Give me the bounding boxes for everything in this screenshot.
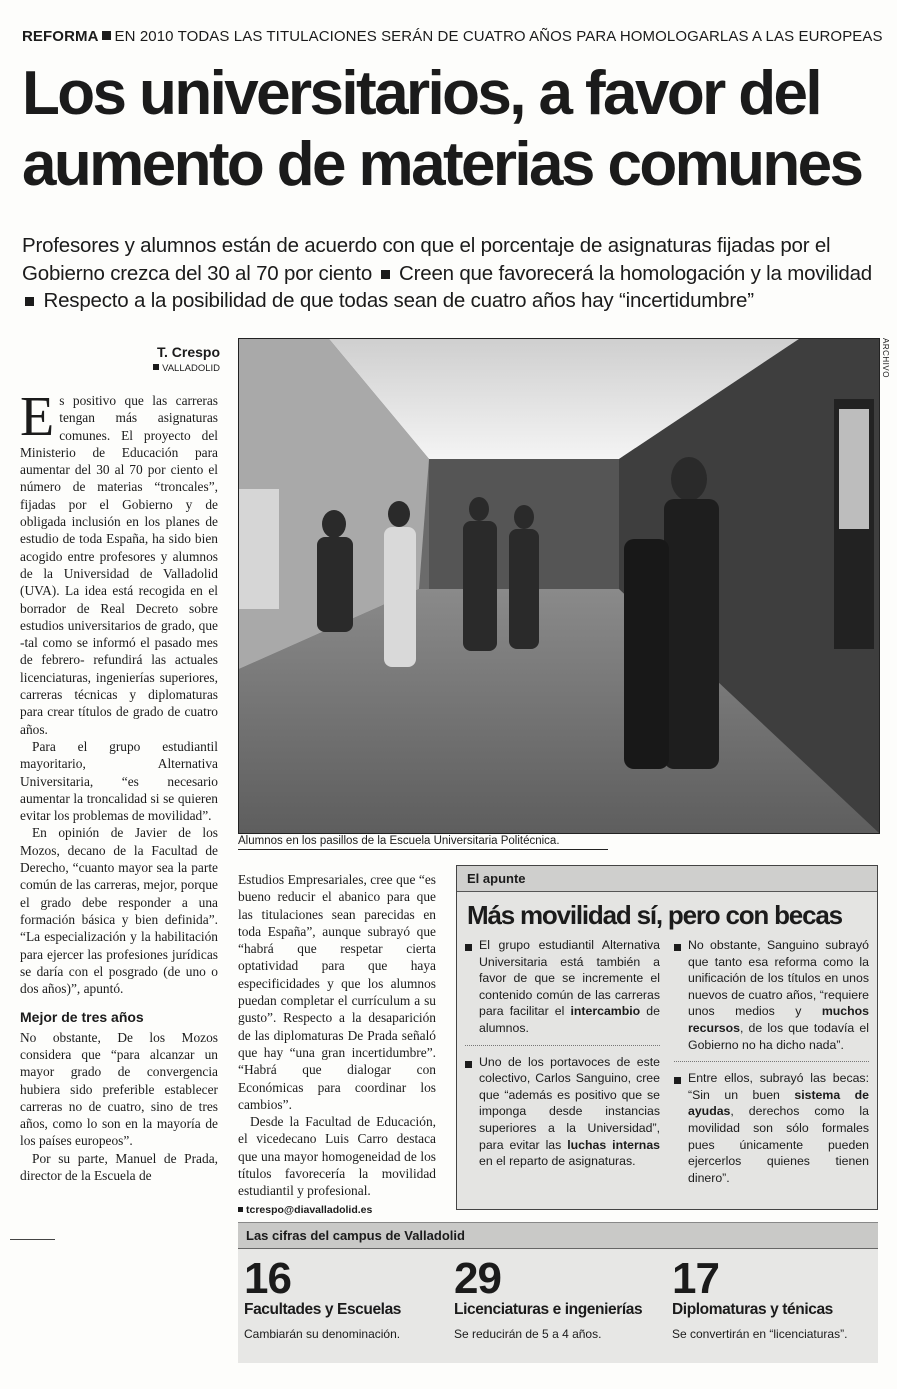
headline: Los universitarios, a favor del aumento de materias comunes: [22, 59, 862, 199]
byline: [153, 344, 220, 374]
sidebar-label: El apunte: [457, 866, 877, 892]
square-bullet-icon: [238, 1207, 243, 1212]
kicker-text: EN 2010 TODAS LAS TITULACIONES SERÁN DE CUATRO AÑOS PARA HOMOLOGARLAS A LAS EUROPEAS: [114, 28, 883, 45]
bullet-text: El grupo estudiantil Alternativa Universitaria está también a favor de que se incremente el contenido común de las carreras para facilitar el: [479, 938, 660, 1019]
deck-part-1: Profesores y alumnos están de acuerdo con que el porcentaje de asignaturas fijadas por el Gobierno crezca del 30 al 70 por ciento: [22, 234, 831, 285]
article-paragraph: Desde la Facultad de Educación, el vicedecano Luis Carro destaca que una mayor homogeneidad de los títulos favorecería la movilidad estudiantil y profesional.: [238, 1114, 436, 1199]
bullet-bold: muchos recursos: [688, 1004, 869, 1035]
byline-place: [153, 363, 220, 374]
stats-strip: [238, 1222, 878, 1363]
corridor-photo: [238, 338, 880, 834]
photo-caption: Alumnos en los pasillos de la Escuela Universitaria Politécnica.: [238, 835, 608, 850]
stat-number: 16: [244, 1254, 291, 1303]
stats-title: Las cifras del campus de Valladolid: [238, 1223, 878, 1249]
stat-item: [244, 1254, 402, 1341]
bullet-text: , de los que todavía el Gobierno no ha dicho nada”.: [688, 1020, 869, 1052]
square-bullet-icon: [102, 31, 111, 40]
stat-note: Cambiarán su denominación.: [244, 1327, 401, 1341]
bullet-bold: luchas internas: [567, 1137, 660, 1152]
stat-item: [672, 1254, 848, 1341]
byline-author: T. Crespo: [156, 344, 220, 360]
article-paragraph: Estudios Empresariales, cree que “es bueno reducir el abanico para que las titulaciones sean parecidas en toda España”, aunque subrayó que “habrá que respetar cierta optatividad para que haya especificidades y que los alumnos puedan completar el currículum a su gusto”. Respecto a la desaparición de las diplomaturas De Prada señaló que hay “una gran incertidumbre”. “Habrá que dialogar con Económicas para coordinar los cambios”.: [238, 872, 436, 1112]
sidebar-bullet: [465, 937, 660, 1046]
sidebar-columns: [457, 937, 877, 1202]
byline-place-text: VALLADOLID: [162, 363, 220, 374]
bullet-bold: sistema de ayudas: [688, 1087, 869, 1119]
sidebar-column-left: [465, 937, 660, 1202]
stat-label: Licenciaturas e ingenierías: [454, 1301, 643, 1318]
article-paragraph: No obstante, De los Mozos considera que “para alcanzar un mayor grado de convergencia hubiera sido preferible establecer carreras no de cuatro, sino de tres años, como lo son en la mayoría de los países europeos”.: [20, 1029, 218, 1149]
sidebar-bullet: [465, 1054, 660, 1178]
article-column-2: [238, 871, 436, 1219]
sidebar-bullet: [674, 1070, 869, 1194]
article-column-1: [20, 386, 218, 1184]
stat-number: 29: [454, 1254, 501, 1303]
square-bullet-icon: [153, 364, 159, 370]
deck-part-3: Respecto a la posibilidad de que todas sean de cuatro años hay “incertidumbre”: [43, 289, 754, 312]
divider: [10, 1239, 55, 1240]
author-email: [238, 1202, 436, 1219]
article-paragraph: [20, 386, 218, 738]
sidebar-title: Más movilidad sí, pero con becas: [467, 900, 842, 930]
deck-part-2: Creen que favorecerá la homologación y la movilidad: [399, 261, 872, 285]
bullet-text: en el reparto de asignaturas.: [479, 1154, 636, 1169]
bullet-text: Entre ellos, subrayó las becas: “Sin un buen: [688, 1071, 869, 1102]
article-paragraph: Para el grupo estudiantil mayoritario, Alternativa Universitaria, “es necesario aumentar la troncalidad si se quieren evitar los problemas de movilidad”.: [20, 738, 218, 824]
kicker-section: REFORMA: [22, 28, 99, 45]
stat-item: [454, 1254, 643, 1341]
article-paragraph: En opinión de Javier de los Mozos, decano de la Facultad de Derecho, “cuanto mayor sea la parte común de las carreras, mejor, porque el grado debe responder a una formación básica y bien definida”. “La especialización y la habilitación para ejercer las profesiones jurídicas se daría con el posgrado (de uno o dos años)”, apuntó.: [20, 825, 218, 997]
article-text: s positivo que las carreras tengan más asignaturas comunes. El proyecto del Ministerio de Educación para aumentar del 30 al 70 por ciento el número de materias “troncales”, fijadas por el Gobierno y de obligada inclusión en los planes de estudio de toda España, ha sido bien acogido entre profesores y alumnos de la Universidad de Valladolid (UVA). La idea está recogida en el borrador de Real Decreto sobre estudios universitarios de grado, que -tal como se informó el pasado mes de febrero- refundirá las actuales licenciaturas, ingenierías superiores, carreras técnicas y diplomaturas para crear títulos de grado de cuatro años.: [20, 393, 218, 737]
photo-credit: ARCHIVO: [881, 338, 890, 378]
deck: [22, 232, 882, 315]
bullet-text: de alumnos.: [479, 1004, 660, 1035]
stat-note: Se reducirán de 5 a 4 años.: [454, 1327, 602, 1341]
kicker: [22, 28, 882, 45]
bullet-bold: intercambio: [570, 1004, 641, 1019]
article-subhead: Mejor de tres años: [20, 1009, 144, 1026]
article-paragraph: Por su parte, Manuel de Prada, director de la Escuela de: [20, 1150, 218, 1184]
bullet-text: Uno de los portavoces de este colectivo, Carlos Sanguino, cree que “además es positivo que se imponga desde instancias superiores a la Universidad”, para evitar las: [479, 1054, 660, 1152]
sidebar-box: [456, 865, 878, 1210]
bullet-text: , derechos como la movilidad son sólo formales pues únicamente pueden ejercerlos quienes tienen dinero”.: [688, 1104, 869, 1185]
square-bullet-icon: [25, 297, 34, 306]
square-bullet-icon: [381, 270, 390, 279]
stat-label: Facultades y Escuelas: [244, 1301, 402, 1318]
author-email-text: tcrespo@diavalladolid.es: [246, 1203, 373, 1216]
stat-label: Diplomaturas y ténicas: [672, 1301, 833, 1318]
sidebar-column-right: [674, 937, 869, 1202]
stat-note: Se convertirán en “licenciaturas”.: [672, 1327, 848, 1341]
bullet-text: No obstante, Sanguino subrayó que tanto esa reforma como la unificación de los títulos en unos nuevos de cuatro años, “requiere unos medios y: [688, 938, 869, 1019]
sidebar-bullet: [674, 937, 869, 1062]
dropcap: E: [20, 386, 55, 448]
stat-number: 17: [672, 1254, 719, 1303]
